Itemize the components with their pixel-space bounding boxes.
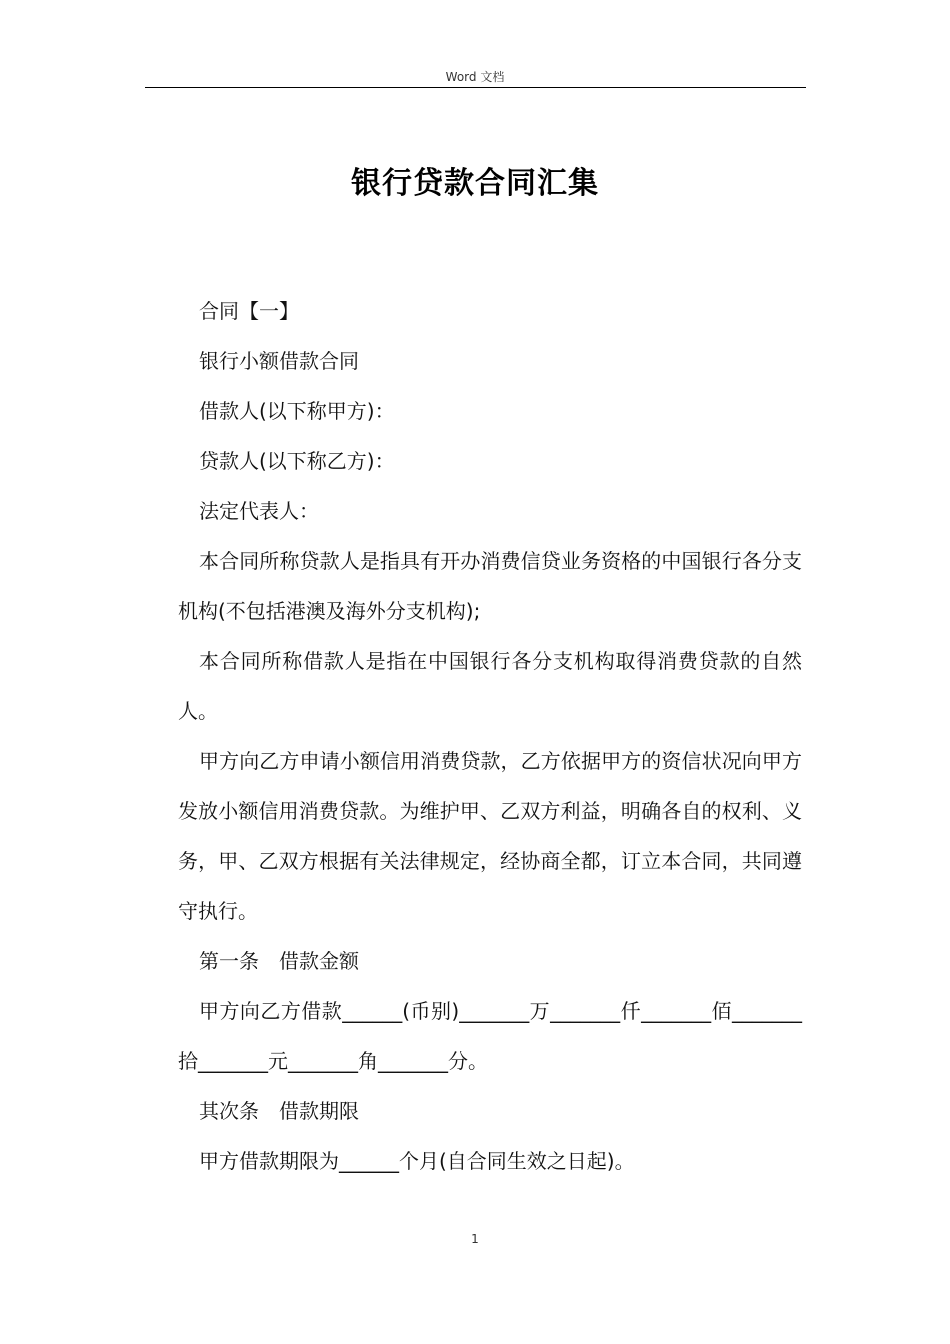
article-heading: 其次条 借款期限 — [199, 1099, 359, 1123]
lender-line: 贷款人(以下称乙方)： — [199, 449, 395, 473]
document-title: 银行贷款合同汇集 — [351, 166, 599, 201]
page-header-label: Word 文档 — [445, 70, 505, 84]
legal-representative-line: 法定代表人： — [199, 499, 319, 523]
document-body — [178, 286, 802, 1186]
preamble-paragraph: 甲方向乙方申请小额信用消费贷款，乙方依据甲方的资信状况向甲方发放小额信用消费贷款。为维护甲、乙双方利益，明确各自的权利、义务，甲、乙双方根据有关法律规定，经协商全都，订立本合同，共同遵守执行。 — [178, 749, 802, 923]
article-heading: 第一条 借款金额 — [199, 949, 359, 973]
page-number: 1 — [471, 1232, 479, 1246]
header-divider — [145, 87, 806, 88]
borrower-definition-paragraph: 本合同所称借款人是指在中国银行各分支机构取得消费贷款的自然人。 — [178, 649, 802, 723]
contract-name: 银行小额借款合同 — [199, 349, 359, 373]
loan-term-paragraph: 甲方借款期限为______个月(自合同生效之日起)。 — [199, 1149, 635, 1173]
section-heading: 合同【一】 — [199, 299, 299, 323]
loan-amount-paragraph: 甲方向乙方借款______(币别)_______万_______仟_______佰_______拾_______元_______角_______分。 — [178, 999, 802, 1073]
borrower-line: 借款人(以下称甲方)： — [199, 399, 395, 423]
lender-definition-paragraph: 本合同所称贷款人是指具有开办消费信贷业务资格的中国银行各分支机构(不包括港澳及海外分支机构); — [178, 549, 802, 623]
